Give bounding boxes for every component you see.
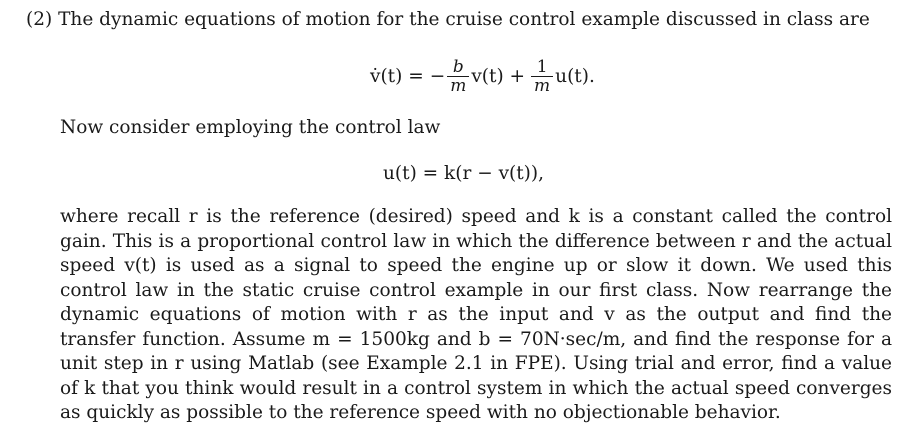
equation-lhs: v̇(t) = — [370, 65, 424, 87]
fraction-numerator: b — [452, 56, 464, 77]
control-law-equation: u(t) = k(r − v(t)), — [383, 162, 544, 184]
fraction-numerator: 1 — [536, 56, 548, 77]
equation-of-motion — [370, 52, 595, 100]
equation-term-velocity: v(t) + — [471, 65, 526, 87]
equation-term-input: u(t). — [555, 65, 595, 87]
fraction-denominator: m — [531, 76, 553, 95]
minus-sign: − — [429, 65, 446, 87]
fraction-b-over-m — [447, 58, 469, 95]
fraction-denominator: m — [447, 76, 469, 95]
problem-statement-header: (2) The dynamic equations of motion for the cruise control example discussed in class are — [26, 9, 870, 30]
problem-paragraph: where recall r is the reference (desired) speed and k is a constant called the control gain. This is a proportional control law in which the difference between r and the actual speed v(t) is used as a signal to speed the engine up or slow it down. We used this control law in the static cruise control example in our first class. Now rearrange the dynamic equations of motion with r as the input and v as the output and find the transfer function. Assume m = 1500kg and b = 70N·sec/m, and find the response for a unit step in r using Matlab (see Example 2.1 in FPE). Using trial and error, find a value of k that you think would result in a control system in which the actual speed converges as quickly as possible to the reference speed with no objectionable behavior. — [60, 206, 892, 423]
fraction-1-over-m — [531, 58, 553, 95]
control-law-intro: Now consider employing the control law — [60, 117, 441, 138]
